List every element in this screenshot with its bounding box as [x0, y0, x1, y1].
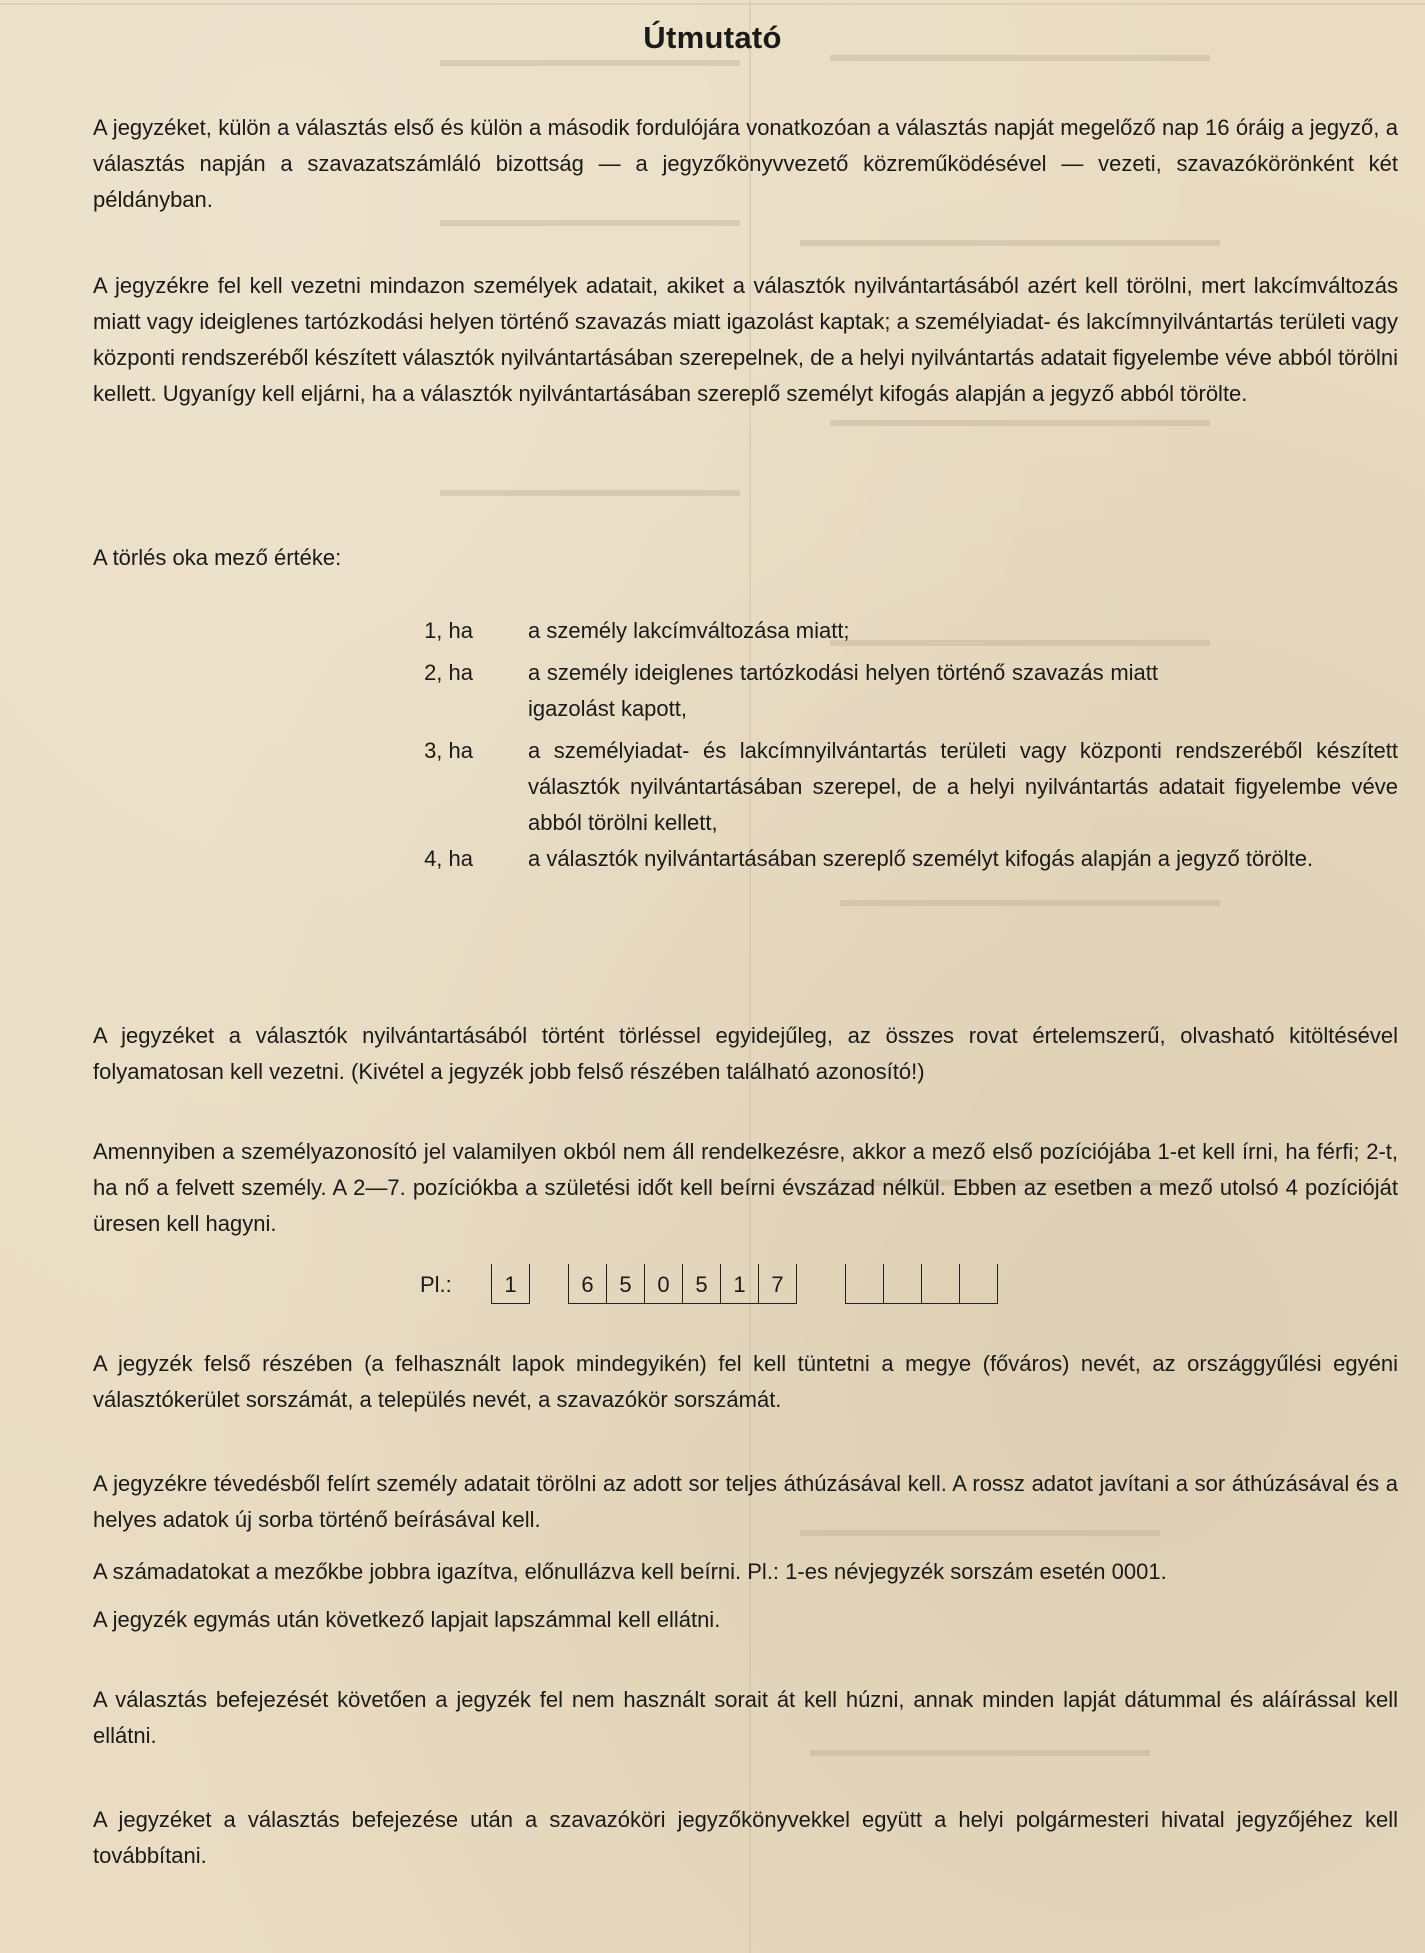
paragraph-error-correction: A jegyzékre tévedésből felírt személy adatait törölni az adott sor teljes áthúzásával kell. A rossz adatot javítani a sor áthúzásával és a helyes adatok új sorba történő beírásával kell. — [93, 1471, 1398, 1532]
id-cell-empty — [960, 1264, 998, 1304]
paragraph-page-numbering: A jegyzék egymás után következő lapjait lapszámmal kell ellátni. — [93, 1607, 721, 1632]
deletion-reason-code: 1, ha — [424, 618, 473, 643]
paragraph-register-keeping: A jegyzéket, külön a választás első és külön a második fordulójára vonatkozóan a választás napját megelőző nap 16 óráig a jegyző, a választás napján a szavazatszámláló bizottság — a jegyzőkönyvvezető közreműködésével — vezeti, szavazókörönként két példányban. — [93, 115, 1398, 212]
paragraph-deletion-records: A jegyzékre fel kell vezetni mindazon személyek adatait, akiket a választók nyilvántartásából azért kell törölni, mert lakcímváltozás miatt vagy ideiglenes tartózkodási helyen történő szavazás miatt igazolást kaptak; a személyiadat- és lakcímnyilvántartás területi vagy központi rendszeréből készített választók nyilvántartásában szerepelnek, de a helyi nyilvántartás adatait figyelembe véve abból törölni kellett. Ugyanígy kell eljárni, ha a választók nyilvántartásában szereplő személyt kifogás alapján a jegyző abból törölte. — [93, 273, 1398, 406]
deletion-reason-code: 3, ha — [424, 738, 473, 763]
paragraph-header-fields: A jegyzék felső részében (a felhasznált lapok mindegyikén) fel kell tüntetni a megye (főváros) nevét, az országgyűlési egyéni választókerület sorszámát, a település nevét, a szavazókör sorszámát. — [93, 1351, 1398, 1412]
example-label: Pl.: — [420, 1272, 452, 1297]
id-cell-empty — [846, 1264, 884, 1304]
paragraph-personal-id: Amennyiben a személyazonosító jel valamilyen okból nem áll rendelkezésre, akkor a mező első pozíciójába 1-et kell írni, ha férfi; 2-t, ha nő a felvett személy. A 2—7. pozíciókba a születési időt kell beírni évszázad nélkül. Ebben az esetben a mező utolsó 4 pozícióját üresen kell hagyni. — [93, 1139, 1398, 1236]
deletion-reason-list — [93, 613, 1398, 877]
deletion-reason-text: a személy ideiglenes tartózkodási helyen történő szavazás miatt igazolást kapott, — [528, 660, 1158, 721]
id-cell: 5 — [683, 1264, 721, 1304]
id-cell-empty — [884, 1264, 922, 1304]
deletion-reason-text: a személy lakcímváltozása miatt; — [528, 618, 850, 643]
deletion-reason-item — [93, 841, 1398, 877]
deletion-reason-code: 4, ha — [424, 846, 473, 871]
deletion-reason-item — [93, 733, 1398, 841]
deletion-reason-text: a személyiadat- és lakcímnyilvántartás területi vagy központi rendszeréből készített választók nyilvántartásában szerepel, de a helyi nyilvántartás adatait figyelembe véve abból törölni kellett, — [528, 738, 1398, 835]
id-cell: 0 — [645, 1264, 683, 1304]
id-cell: 1 — [721, 1264, 759, 1304]
deletion-reason-item — [93, 655, 1398, 727]
deletion-reason-code: 2, ha — [424, 660, 473, 685]
id-cell-empty — [922, 1264, 960, 1304]
id-cell: 5 — [607, 1264, 645, 1304]
paragraph-continuous-keeping: A jegyzéket a választók nyilvántartásából történt törléssel egyidejűleg, az összes rovat értelemszerű, olvasható kitöltésével folyamatosan kell vezetni. (Kivétel a jegyzék jobb felső részében található azonosító!) — [93, 1023, 1398, 1084]
id-birthdate-cell-group — [568, 1264, 797, 1304]
id-sex-cell-group — [491, 1264, 530, 1304]
paragraph-forwarding: A jegyzéket a választás befejezése után a szavazóköri jegyzőkönyvekkel együtt a helyi polgármesteri hivatal jegyzőjéhez kell továbbítani. — [93, 1807, 1398, 1868]
paragraph-deletion-reason-heading: A törlés oka mező értéke: — [93, 545, 342, 570]
id-cell: 6 — [569, 1264, 607, 1304]
paragraph-number-format: A számadatokat a mezőkbe jobbra igazítva, előnullázva kell beírni. Pl.: 1-es névjegyzék sorszám esetén 0001. — [93, 1559, 1167, 1584]
page-title: Útmutató — [643, 20, 782, 55]
id-empty-cell-group — [845, 1264, 998, 1304]
deletion-reason-item — [93, 613, 1398, 649]
id-cell: 1 — [492, 1264, 530, 1304]
id-cell: 7 — [759, 1264, 797, 1304]
deletion-reason-text: a választók nyilvántartásában szereplő személyt kifogás alapján a jegyző törölte. — [528, 846, 1314, 871]
paragraph-closing: A választás befejezését követően a jegyzék fel nem használt sorait át kell húzni, annak minden lapját dátummal és aláírással kell ellátni. — [93, 1687, 1398, 1748]
